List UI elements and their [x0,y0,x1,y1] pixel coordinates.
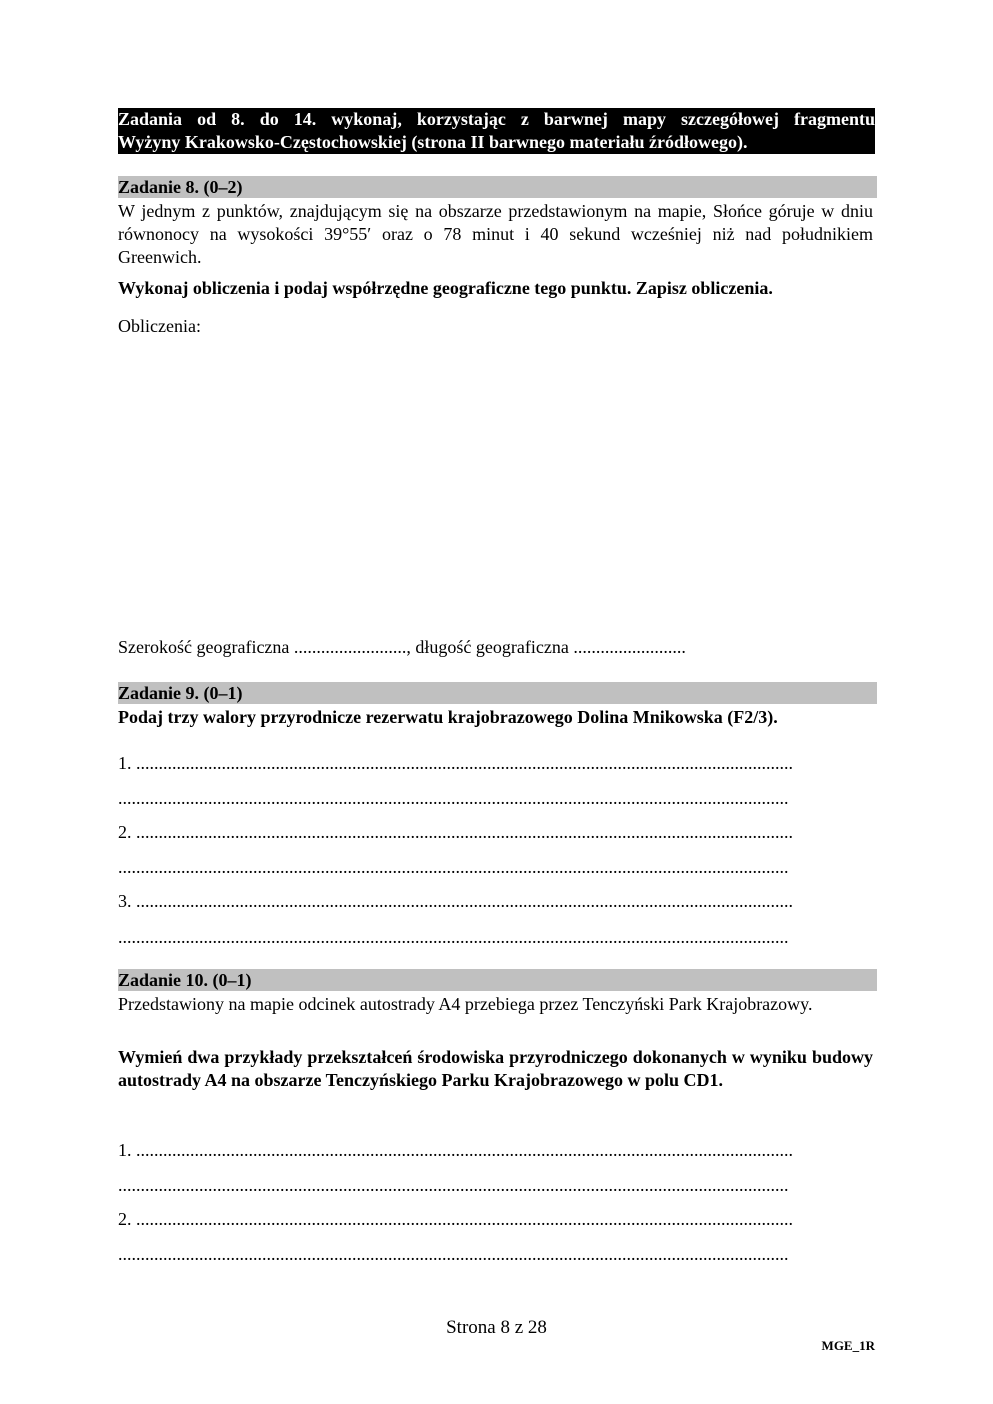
intro-banner [118,108,875,154]
task8-instruction: Wykonaj obliczenia i podaj współrzędne geograficzne tego punktu. Zapisz obliczenia. [118,278,773,298]
task10-answer-line-1[interactable]: 1. .................................................................................................................................................. [118,1140,793,1160]
task8-answer[interactable]: Szerokość geograficzna ........................., długość geograficzna ......................... [118,637,686,657]
task8-calc-label: Obliczenia: [118,316,201,336]
task10-answer-line-2[interactable]: ..................................................................................................................................................... [118,1175,789,1195]
page-number: Strona 8 z 28 [446,1317,547,1338]
task9-answer-line-5[interactable]: 3. .................................................................................................................................................. [118,891,793,911]
task10-header: Zadanie 10. (0–1) [118,969,877,991]
task9-answer-line-3[interactable]: 2. .................................................................................................................................................. [118,822,793,842]
task9-answer-line-6[interactable]: ..................................................................................................................................................... [118,927,789,947]
task9-answer-line-2[interactable]: ..................................................................................................................................................... [118,788,789,808]
intro-line-1: Zadania od 8. do 14. wykonaj, korzystając z barwnej mapy szczegółowej fragmentu [118,109,875,129]
task10-answer-line-4[interactable]: ..................................................................................................................................................... [118,1244,789,1264]
task9-header: Zadanie 9. (0–1) [118,682,877,704]
intro-line-2: Wyżyny Krakowsko-Częstochowskiej (strona II barwnego materiału źródłowego). [118,132,748,152]
task9-answer-line-4[interactable]: ..................................................................................................................................................... [118,857,789,877]
task8-header: Zadanie 8. (0–2) [118,176,877,198]
exam-code: MGE_1R [821,1338,875,1353]
exam-page [118,0,875,1404]
task10-instruction: Wymień dwa przykłady przekształceń środowiska przyrodniczego dokonanych w wyniku budowy autostrady A4 na obszarze Tenczyńskiego Parku Krajobrazowego w polu CD1. [118,1047,873,1090]
task8-calc-area[interactable] [118,345,875,625]
task9-instruction: Podaj trzy walory przyrodnicze rezerwatu krajobrazowego Dolina Mnikowska (F2/3). [118,707,778,727]
task8-text: W jednym z punktów, znajdującym się na obszarze przedstawionym na mapie, Słońce góruje w dniu równonocy na wysokości 39°55′ oraz o 78 minut i 40 sekund wcześniej niż nad południkiem Greenwich. [118,201,873,267]
task10-text: Przedstawiony na mapie odcinek autostrady A4 przebiega przez Tenczyński Park Krajobrazowy. [118,994,813,1014]
task10-answer-line-3[interactable]: 2. .................................................................................................................................................. [118,1209,793,1229]
task9-answer-line-1[interactable]: 1. .................................................................................................................................................. [118,753,793,773]
